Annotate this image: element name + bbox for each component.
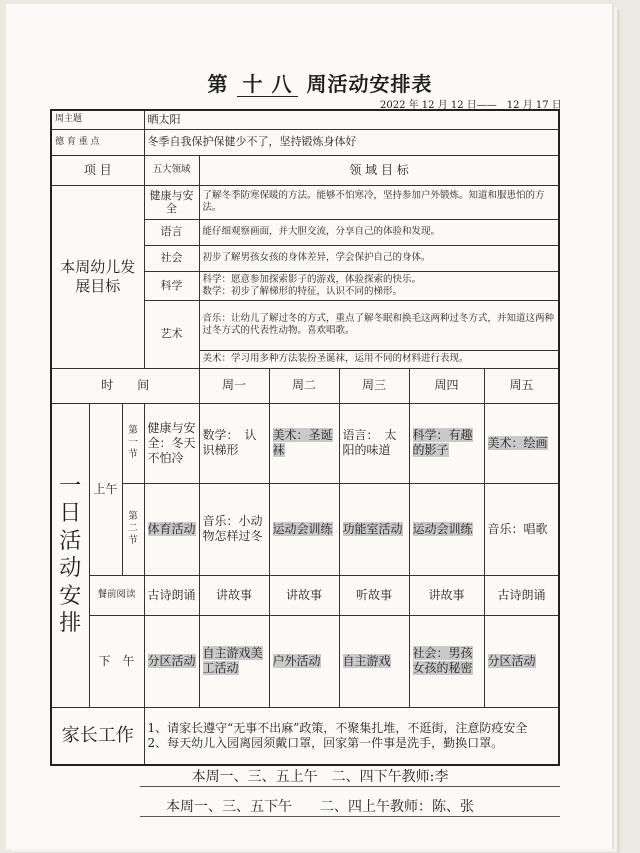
day-header: 周四: [409, 368, 484, 403]
afternoon-cell: 分区活动: [484, 615, 559, 707]
afternoon-cell: 自主游戏美工活动: [199, 615, 269, 707]
activity-cell: 健康与安全：冬天不怕冷: [144, 403, 199, 483]
activity-cell: 体育活动: [144, 483, 199, 575]
daily-section-label: 一日活动安排: [51, 403, 89, 707]
day-header: 周一: [199, 368, 269, 403]
goals-section-label: 本周幼儿发展目标: [51, 185, 144, 368]
activity-cell: 数学： 认识梯形: [199, 403, 269, 483]
title-prefix: 第: [207, 72, 229, 96]
goal-domain: 科学: [144, 271, 199, 300]
goal-text: 能仔细观察画面，并大胆交流，分享自己的体验和发现。: [199, 219, 559, 245]
reading-cell: 讲故事: [199, 575, 269, 615]
day-header: 周二: [269, 368, 339, 403]
afternoon-cell: 自主游戏: [339, 615, 409, 707]
day-header: 周三: [339, 368, 409, 403]
schedule-table: [50, 109, 560, 766]
moral-value: 冬季自我保护保健少不了，坚持锻炼身体好: [144, 129, 559, 155]
afternoon-cell: 分区活动: [144, 615, 199, 707]
reading-cell: 古诗朗诵: [144, 575, 199, 615]
reading-label: 餐前阅读: [89, 575, 144, 615]
title-week-number: 十 八: [237, 72, 299, 97]
footer-rule: [140, 786, 560, 787]
reading-cell: 讲故事: [409, 575, 484, 615]
activity-cell: 美术：圣诞袜: [269, 403, 339, 483]
parent-work-notes: [144, 707, 559, 765]
teacher-note-2: 本周一、三、五下午 二、四上午教师：陈、张: [166, 799, 474, 815]
morning-label: 上午: [89, 403, 122, 575]
time-label: 时 间: [51, 368, 199, 403]
activity-cell: 美术：绘画: [484, 403, 559, 483]
date-range: 2022 年 12 月 12 日—— 12 月 17 日: [380, 100, 562, 111]
parent-note-1: 1、请家长遵守“无事不出麻”政策，不聚集扎堆，不逛街，注意防疫安全: [147, 720, 528, 735]
reading-cell: 讲故事: [269, 575, 339, 615]
session1-label: 第一节: [122, 403, 144, 483]
domains-label: 五大领域: [144, 155, 199, 185]
target-label: 领 域 目 标: [199, 155, 559, 185]
goal-text-music: 音乐：让幼儿了解过冬的方式，重点了解冬眠和换毛这两种过冬方式，并知道这两种过冬方式的代表性动物。喜欢唱歌。: [199, 300, 559, 350]
item-label: 项 目: [51, 155, 144, 185]
reading-cell: 古诗朗诵: [484, 575, 559, 615]
activity-cell: 语言： 太阳的味道: [339, 403, 409, 483]
title-suffix: 周活动安排表: [306, 72, 433, 96]
goal-text: 了解冬季防寒保暖的方法。能够不怕寒冷，坚持参加户外锻炼。知道和服患怕的方法。: [199, 185, 559, 219]
theme-label: 周主题: [51, 110, 144, 129]
goal-text-math: 数学：初步了解梯形的特征，认识不同的梯形。: [202, 285, 403, 297]
activity-cell: 运动会训练: [409, 483, 484, 575]
theme-value: 晒太阳: [144, 110, 559, 129]
parent-work-label: 家长工作: [51, 707, 144, 765]
footer-rule: [140, 816, 560, 817]
moral-label: 德 育 重 点: [51, 129, 144, 155]
goal-domain: 艺术: [144, 300, 199, 368]
goal-domain: 社会: [144, 245, 199, 271]
goal-text: [199, 271, 559, 300]
parent-note-2: 2、每天幼儿入园离园须戴口罩，回家第一件事是洗手，勤换口罩。: [147, 735, 504, 750]
goal-domain: 健康与安全: [144, 185, 199, 219]
afternoon-label: 下 午: [89, 615, 144, 707]
activity-cell: 功能室活动: [339, 483, 409, 575]
reading-cell: 听故事: [339, 575, 409, 615]
activity-cell: 音乐：唱歌: [484, 483, 559, 575]
goal-text-science: 科学：愿意参加探索影子的游戏，体验探索的快乐。: [202, 273, 422, 285]
activity-cell: 科学：有趣的影子: [409, 403, 484, 483]
goal-domain: 语言: [144, 219, 199, 245]
activity-cell: 运动会训练: [269, 483, 339, 575]
session2-label: 第二节: [122, 483, 144, 575]
afternoon-cell: 户外活动: [269, 615, 339, 707]
goal-text: 初步了解男孩女孩的身体差异，学会保护自己的身体。: [199, 245, 559, 271]
activity-cell: 音乐：小动物怎样过冬: [199, 483, 269, 575]
goal-text-art: 美术：学习用多种方法装扮圣诞袜，运用不同的材料进行表现。: [199, 350, 559, 368]
afternoon-cell: 社会：男孩女孩的秘密: [409, 615, 484, 707]
teacher-note-1: 本周一、三、五上午 二、四下午教师:李: [191, 769, 449, 785]
page-title: [0, 68, 640, 97]
day-header: 周五: [484, 368, 559, 403]
